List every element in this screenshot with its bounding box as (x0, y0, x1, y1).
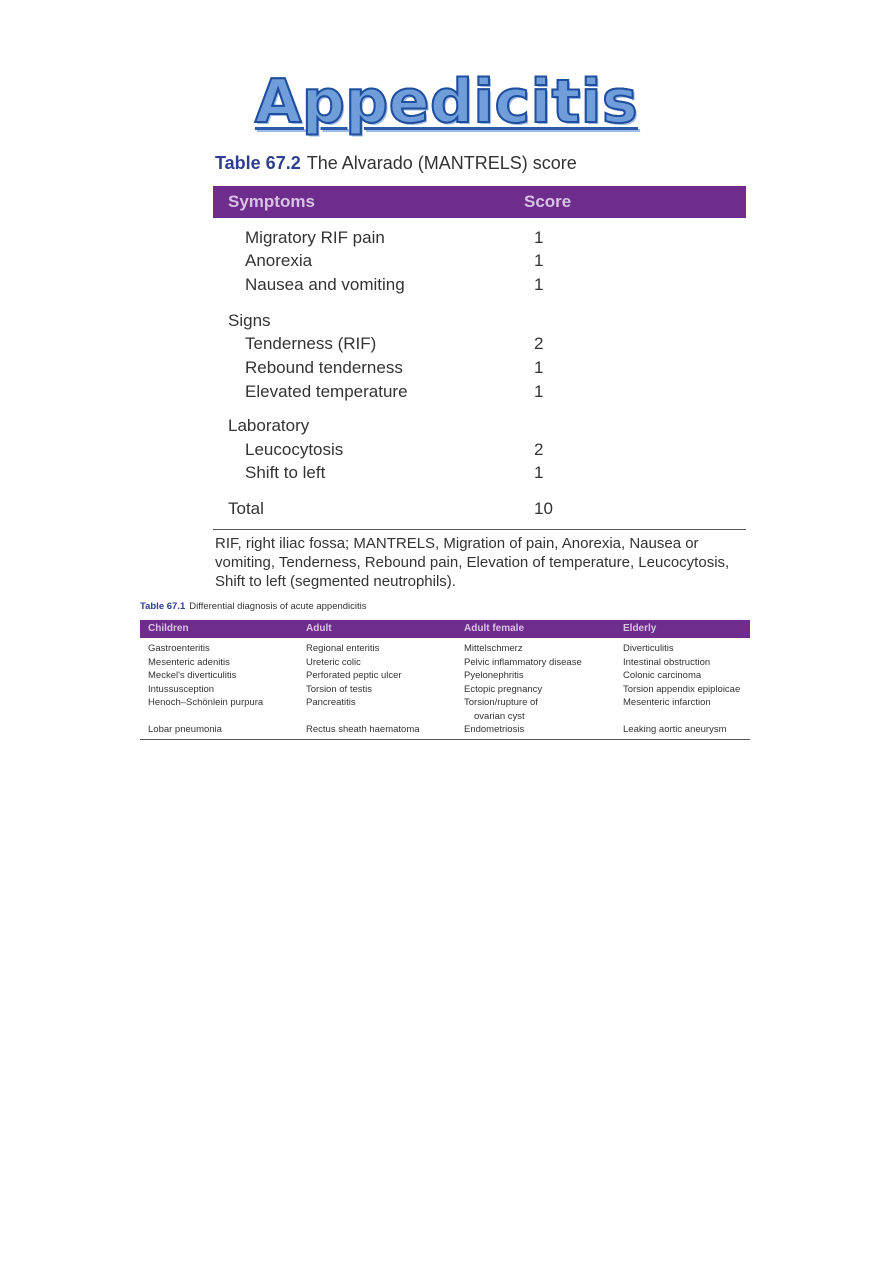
differential-table-header (140, 620, 750, 638)
column-adult-female (464, 642, 582, 737)
row-label: Elevated temperature (245, 382, 408, 401)
total-score: 10 (534, 499, 553, 518)
alvarado-table-title: The Alvarado (MANTRELS) score (306, 153, 577, 173)
table-cell: Ectopic pregnancy (464, 683, 543, 695)
table-row (213, 332, 746, 356)
row-label: Rebound tenderness (245, 358, 403, 377)
table-cell: Pelvic inflammatory disease (464, 656, 582, 668)
table-cell: Leaking aortic aneurysm (623, 724, 727, 735)
table-cell-continuation: ovarian cyst (474, 710, 525, 722)
row-score: 1 (534, 251, 544, 270)
alvarado-table-label: Table 67.2 (215, 153, 301, 173)
table-cell: Mesenteric adenitis (148, 656, 230, 668)
header-adult-female: Adult female (464, 623, 525, 634)
table-cell (464, 710, 582, 724)
row-score: 1 (534, 358, 544, 377)
alvarado-table-header (213, 186, 746, 218)
row-label: Migratory RIF pain (245, 228, 385, 247)
header-children: Children (148, 623, 189, 634)
header-score: Score (524, 192, 572, 211)
table-cell: Pyelonephritis (464, 670, 524, 681)
table-cell: Perforated peptic ulcer (306, 670, 402, 681)
row-score: 2 (534, 440, 544, 459)
table-row (213, 380, 746, 404)
table-cell: Pancreatitis (306, 697, 356, 708)
table-cell: Henoch–Schönlein purpura (148, 697, 264, 708)
row-score: 1 (534, 463, 544, 482)
alvarado-table-body (213, 218, 746, 530)
column-children (148, 642, 263, 737)
table-cell: Diverticulitis (623, 643, 674, 654)
table-row (213, 226, 746, 250)
column-adult (306, 642, 420, 737)
alvarado-table-footnote: RIF, right iliac fossa; MANTRELS, Migration of pain, Anorexia, Nausea or vomiting, Tenderness, Rebound pain, Elevation of temperature, Leucocytosis, Shift to left (segmented neutrophils). (215, 535, 730, 590)
table-cell: Torsion of testis (306, 683, 372, 695)
row-label: Tenderness (RIF) (245, 334, 377, 353)
table-cell: Intestinal obstruction (623, 656, 711, 668)
table-cell: Gastroenteritis (148, 643, 210, 654)
column-elderly (623, 642, 740, 737)
row-score: 1 (534, 228, 544, 247)
row-label: Anorexia (245, 251, 313, 270)
group-label-laboratory: Laboratory (228, 416, 310, 435)
table-cell: Rectus sheath haematoma (306, 724, 420, 735)
row-label: Nausea and vomiting (245, 275, 405, 294)
table-cell: Endometriosis (464, 724, 525, 735)
table-row (213, 356, 746, 380)
total-row (213, 497, 746, 521)
table-cell: Regional enteritis (306, 643, 380, 654)
row-score: 1 (534, 382, 544, 401)
group-label-signs: Signs (228, 311, 271, 330)
table-row (213, 438, 746, 462)
differential-table-body (140, 640, 750, 740)
differential-table-caption (140, 601, 367, 612)
table-cell: Intussusception (148, 683, 215, 695)
table-cell: Ureteric colic (306, 656, 361, 668)
row-score: 1 (534, 275, 544, 294)
header-elderly: Elderly (623, 623, 657, 634)
table-cell: Mittelschmerz (464, 643, 523, 654)
table-row (213, 249, 746, 273)
page-title: Appedicitis (254, 67, 639, 137)
table-row (213, 461, 746, 485)
total-label: Total (228, 499, 264, 518)
header-symptoms: Symptoms (228, 192, 315, 211)
table-row (213, 273, 746, 297)
table-cell: Lobar pneumonia (148, 724, 222, 735)
table-cell: Meckel's diverticulitis (148, 670, 237, 681)
table-cell: Colonic carcinoma (623, 670, 702, 681)
table-cell: Torsion appendix epiploicae (623, 683, 741, 695)
differential-table-label: Table 67.1 (140, 601, 186, 612)
row-label: Leucocytosis (245, 440, 344, 459)
table-cell: Mesenteric infarction (623, 697, 711, 708)
table-cell: Torsion/rupture of (464, 697, 538, 708)
header-adult: Adult (306, 623, 332, 634)
differential-table-title: Differential diagnosis of acute appendicitis (189, 601, 367, 612)
row-label: Shift to left (245, 463, 326, 482)
row-score: 2 (534, 334, 544, 353)
alvarado-table-caption (215, 153, 577, 174)
